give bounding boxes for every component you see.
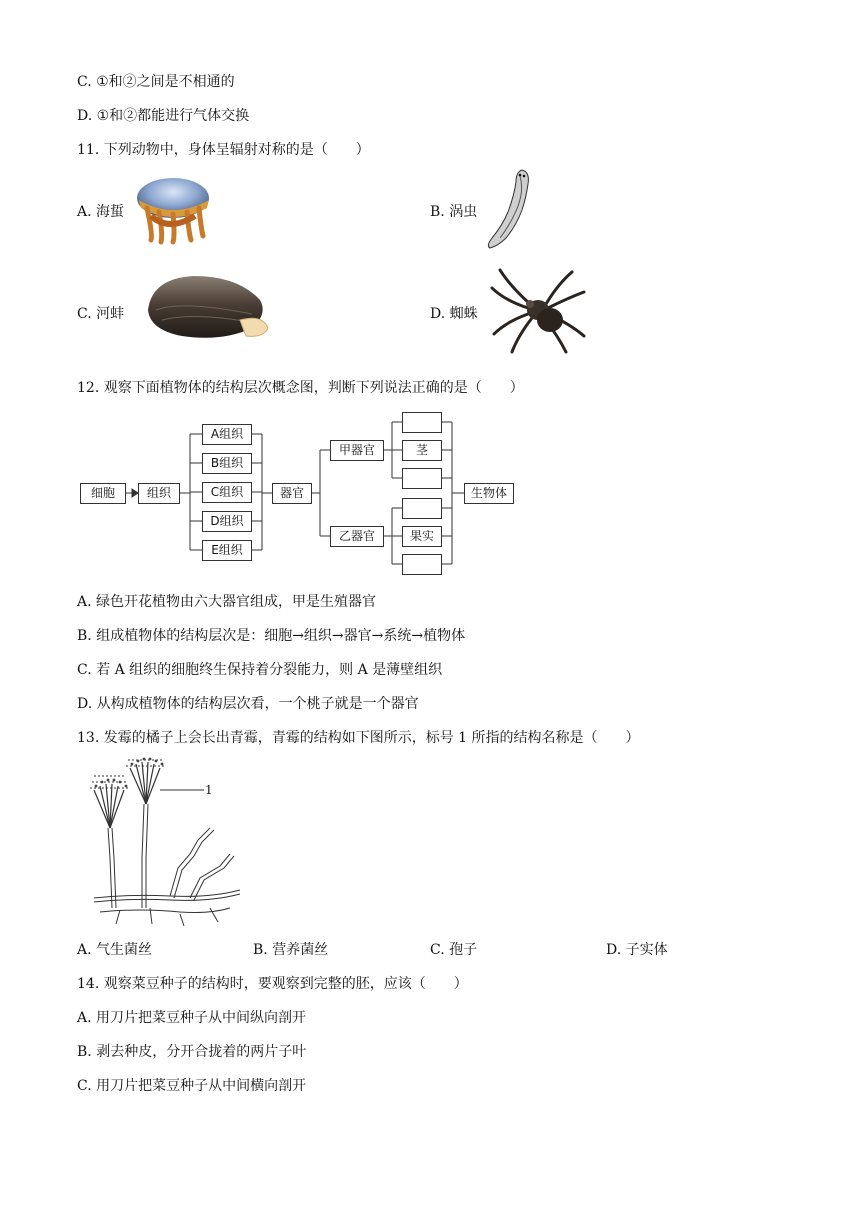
option-letter: C.	[77, 306, 92, 322]
organ-box: 器官	[272, 483, 312, 504]
tissue-b-box: B组织	[202, 453, 252, 474]
option-text: 蜘蛛	[449, 306, 478, 322]
option-letter: B.	[430, 204, 445, 220]
q12-stem: 12. 观察下面植物体的结构层次概念图，判断下列说法正确的是（ ）	[77, 380, 524, 396]
q11-option-c	[77, 304, 124, 324]
q12-option-b: B. 组成植物体的结构层次是：细胞→组织→器官→系统→植物体	[77, 628, 466, 644]
stem-organ-box: 茎	[402, 440, 442, 461]
penicillium-figure	[80, 758, 250, 928]
organ-jia-box: 甲器官	[330, 440, 384, 461]
q14-option-c: C. 用刀片把菜豆种子从中间横向剖开	[77, 1078, 307, 1094]
option-letter: A.	[77, 204, 92, 220]
q13-option-b: B. 营养菌丝	[253, 942, 329, 958]
option-text: 海蜇	[96, 204, 125, 220]
option-letter: D.	[430, 306, 446, 322]
q11-option-b	[430, 202, 477, 222]
tissue-d-box: D组织	[202, 511, 252, 532]
q11-option-a	[77, 202, 124, 222]
figure-label-1: 1	[205, 783, 213, 797]
q13-option-c: C. 孢子	[430, 942, 478, 958]
plant-body-box: 生物体	[464, 483, 514, 504]
q12-option-c: C. 若 A 组织的细胞终生保持着分裂能力，则 A 是薄壁组织	[77, 662, 443, 678]
q10-option-d: D. ①和②都能进行气体交换	[77, 108, 250, 124]
blank-organ-box-4	[402, 554, 442, 575]
tissue-c-box: C组织	[202, 482, 252, 503]
cell-box: 细胞	[80, 483, 126, 504]
q13-option-d: D. 子实体	[606, 942, 668, 958]
option-text: 河蚌	[96, 306, 125, 322]
option-text: 涡虫	[449, 204, 478, 220]
spider-image	[488, 266, 588, 354]
q11-option-d	[430, 304, 478, 324]
clam-image	[142, 270, 272, 344]
tissue-box: 组织	[138, 483, 180, 504]
q13-option-a: A. 气生菌丝	[77, 942, 153, 958]
q10-option-c: C. ①和②之间是不相通的	[77, 74, 235, 90]
q14-option-a: A. 用刀片把菜豆种子从中间纵向剖开	[77, 1010, 307, 1026]
jellyfish-image	[133, 176, 217, 244]
q12-option-d: D. 从构成植物体的结构层次看，一个桃子就是一个器官	[77, 696, 419, 712]
q13-stem: 13. 发霉的橘子上会长出青霉，青霉的结构如下图所示，标号 1 所指的结构名称是（ ）	[77, 730, 640, 746]
organ-yi-box: 乙器官	[330, 526, 384, 547]
fruit-organ-box: 果实	[402, 526, 442, 547]
q11-stem: 11. 下列动物中，身体呈辐射对称的是（ ）	[77, 142, 370, 158]
q14-option-b: B. 剥去种皮，分开合拢着的两片子叶	[77, 1044, 307, 1060]
q12-option-a: A. 绿色开花植物由六大器官组成，甲是生殖器官	[77, 594, 377, 610]
tissue-a-box: A组织	[202, 424, 252, 445]
blank-organ-box-1	[402, 412, 442, 433]
flatworm-image	[482, 166, 538, 252]
blank-organ-box-2	[402, 468, 442, 489]
blank-organ-box-3	[402, 498, 442, 519]
q14-stem: 14. 观察菜豆种子的结构时，要观察到完整的胚，应该（ ）	[77, 976, 468, 992]
tissue-e-box: E组织	[202, 540, 252, 561]
